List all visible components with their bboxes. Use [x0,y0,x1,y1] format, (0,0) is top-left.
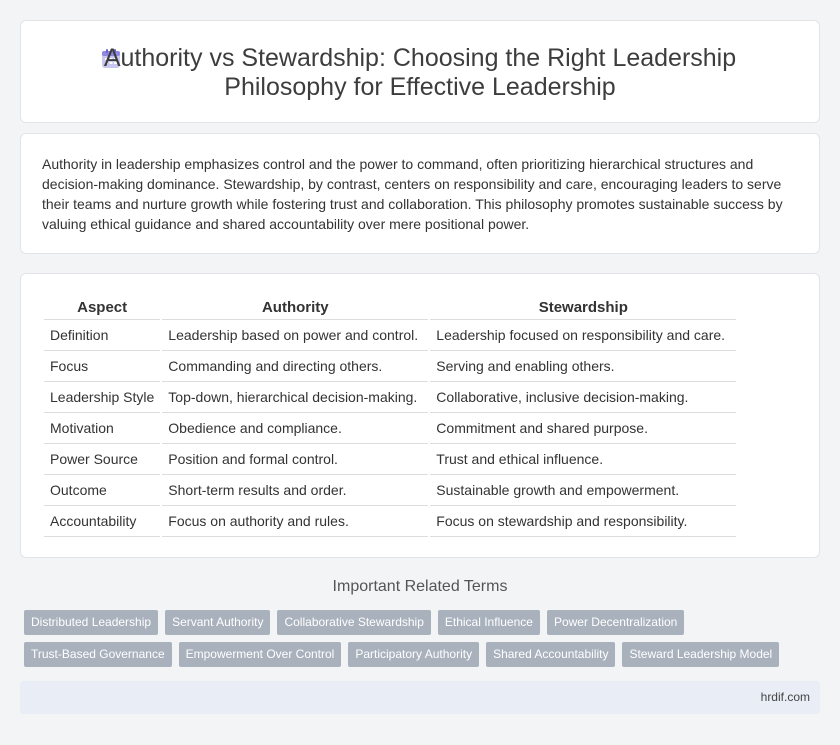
tag-power-decentralization[interactable]: Power Decentralization [547,610,684,635]
tag-collaborative-stewardship[interactable]: Collaborative Stewardship [277,610,430,635]
header-stewardship: Stewardship [430,297,736,320]
cell-aspect: Motivation [44,413,160,444]
tag-steward-leadership-model[interactable]: Steward Leadership Model [622,642,779,667]
cell-aspect: Outcome [44,475,160,506]
tag-trust-based-governance[interactable]: Trust-Based Governance [24,642,172,667]
cell-authority: Focus on authority and rules. [162,506,428,537]
cell-aspect: Leadership Style [44,382,160,413]
footer-site-link[interactable]: hrdif.com [760,690,810,704]
page-title [21,44,819,102]
comparison-card [20,273,820,558]
cell-authority: Obedience and compliance. [162,413,428,444]
tag-empowerment-over-control[interactable]: Empowerment Over Control [179,642,342,667]
tag-distributed-leadership[interactable]: Distributed Leadership [24,610,158,635]
cell-stewardship: Focus on stewardship and responsibility. [430,506,736,537]
comparison-table [42,297,738,537]
intro-paragraph: Authority in leadership emphasizes control and the power to command, often prioritizing hierarchical structures and decision-making dominance. Stewardship, by contrast, centers on responsibility and care, encouraging leaders to serve their teams and nurture growth while fostering trust and collaboration. This philosophy promotes sustainable success by valuing ethical guidance and shared accountability over mere positional power. [42,156,783,232]
intro-card [20,133,820,254]
tag-participatory-authority[interactable]: Participatory Authority [348,642,479,667]
table-row [44,382,736,413]
related-terms-heading: Important Related Terms [332,578,508,595]
cell-stewardship: Commitment and shared purpose. [430,413,736,444]
cell-aspect: Power Source [44,444,160,475]
page-title-line1: Authority vs Stewardship: Choosing the Right Leadership [103,44,737,72]
table-row [44,475,736,506]
cell-stewardship: Trust and ethical influence. [430,444,736,475]
cell-stewardship: Sustainable growth and empowerment. [430,475,736,506]
header-authority: Authority [162,297,428,320]
cell-aspect: Focus [44,351,160,382]
cell-authority: Short-term results and order. [162,475,428,506]
table-row [44,444,736,475]
cell-authority: Top-down, hierarchical decision-making. [162,382,428,413]
cell-aspect: Accountability [44,506,160,537]
related-terms-tags [24,610,824,674]
table-row [44,413,736,444]
page-title-line2: Philosophy for Effective Leadership [224,73,616,101]
tag-ethical-influence[interactable]: Ethical Influence [438,610,540,635]
title-card [20,20,820,123]
tag-row-2 [24,642,824,667]
table-row [44,320,736,351]
table-header-row [44,297,736,320]
tag-servant-authority[interactable]: Servant Authority [165,610,270,635]
cell-stewardship: Collaborative, inclusive decision-making. [430,382,736,413]
cell-aspect: Definition [44,320,160,351]
cell-stewardship: Leadership focused on responsibility and care. [430,320,736,351]
cell-authority: Position and formal control. [162,444,428,475]
table-row [44,351,736,382]
cell-authority: Commanding and directing others. [162,351,428,382]
table-row [44,506,736,537]
cell-authority: Leadership based on power and control. [162,320,428,351]
cell-stewardship: Serving and enabling others. [430,351,736,382]
header-aspect: Aspect [44,297,160,320]
tag-row-1 [24,610,824,635]
footer [20,681,820,714]
tag-shared-accountability[interactable]: Shared Accountability [486,642,615,667]
